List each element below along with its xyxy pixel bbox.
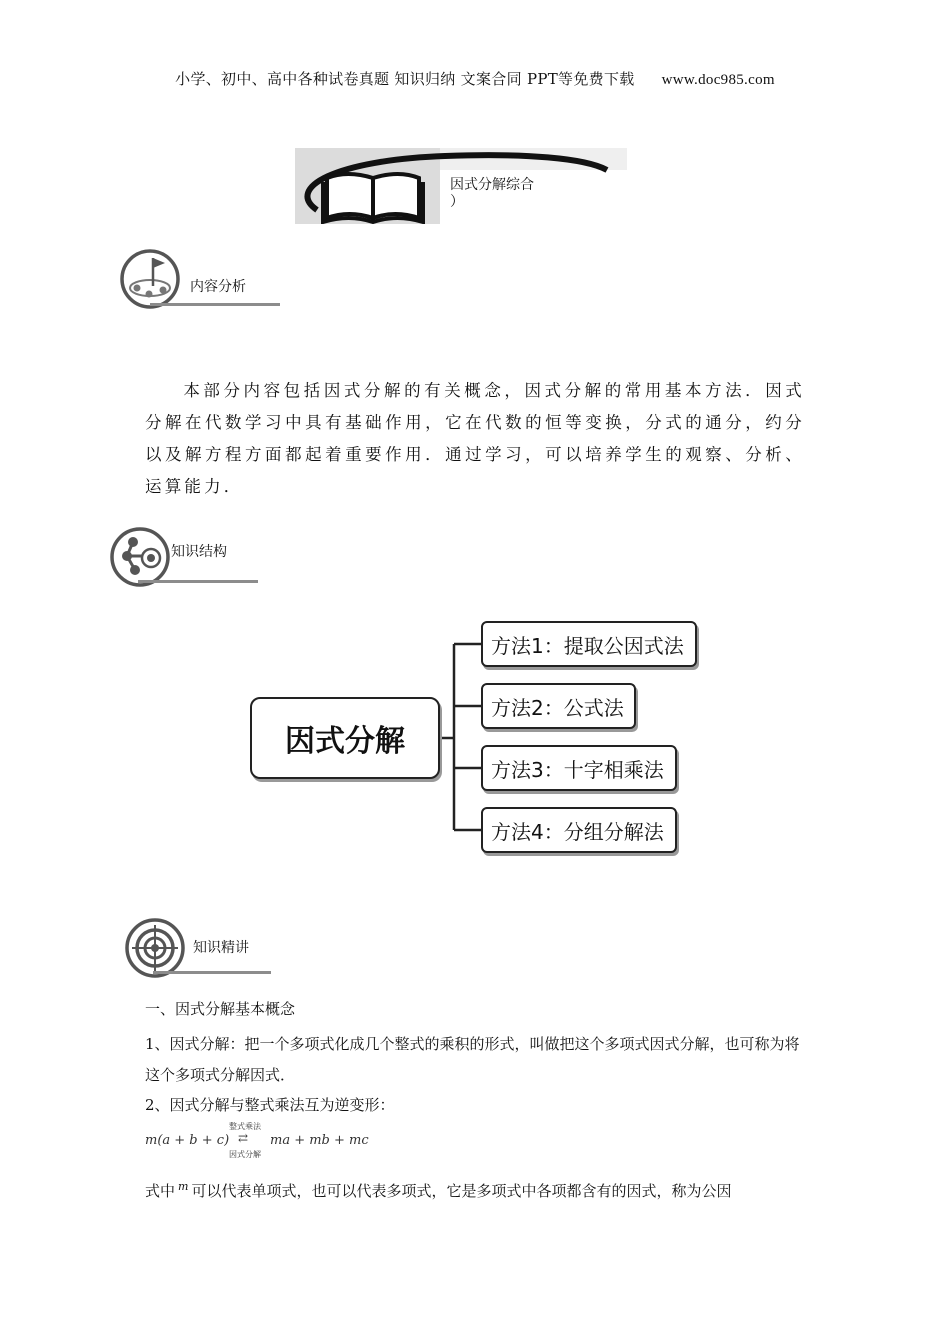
section-title-knowledge-lecture: 知识精讲 [193, 940, 249, 956]
formula-arrow-top: 整式乘法 [229, 1122, 261, 1131]
section-divider [150, 303, 280, 306]
page-header [0, 68, 950, 89]
mindmap-node-method-4: 方法4：分组分解法 [481, 807, 677, 853]
lecture-heading: 一、因式分解基本概念 [145, 1000, 296, 1018]
header-text: 小学、初中、高中各种试卷真题 知识归纳 文案合同 PPT等免费下载 [175, 70, 635, 88]
formula-arrow-bottom: 因式分解 [229, 1150, 261, 1159]
section-title-knowledge-structure: 知识结构 [171, 544, 227, 560]
intro-paragraph [145, 375, 805, 503]
p3-post: 可以代表单项式，也可以代表多项式，它是多项式中各项都含有的因式，称为公因 [191, 1182, 732, 1200]
book-icon [323, 174, 423, 222]
section-divider [138, 580, 258, 583]
formula-reversible [145, 1124, 445, 1160]
document-title [450, 177, 534, 211]
mindmap-node-method-1: 方法1：提取公因式法 [481, 621, 697, 667]
mindmap-node-method-2: 方法2：公式法 [481, 683, 636, 729]
document-title-text: 因式分解综合 [450, 177, 534, 193]
document-title-cont: ） [450, 194, 464, 210]
map-pin-icon [119, 248, 181, 310]
p3-pre: 式中 [145, 1182, 176, 1200]
lecture-paragraph-3 [145, 1176, 810, 1202]
intro-text: 本部分内容包括因式分解的有关概念，因式分解的常用基本方法．因式分解在代数学习中具有基础作用，它在代数的恒等变换，分式的通分，约分以及解方程方面都起着重要作用．通过学习，可以培养学生的观察、分析、运算能力． [145, 381, 805, 496]
mindmap-root: 因式分解 [250, 697, 440, 779]
section-title-content-analysis: 内容分析 [190, 279, 246, 295]
section-divider [153, 971, 271, 974]
header-url[interactable]: www.doc985.com [661, 72, 775, 88]
network-nodes-icon [109, 526, 171, 588]
formula-right: ma + mb + mc [270, 1133, 369, 1148]
lecture-paragraph-1: 1、因式分解：把一个多项式化成几个整式的乘积的形式，叫做把这个多项式因式分解，也可称为将这个多项式分解因式． [145, 1035, 800, 1084]
formula-left: m(a + b + c) [145, 1133, 230, 1148]
reversible-arrow-icon: ⇄ [238, 1131, 247, 1145]
p3-variable: m [178, 1180, 189, 1193]
mindmap-node-method-3: 方法3：十字相乘法 [481, 745, 677, 791]
lecture-paragraph-2: 2、因式分解与整式乘法互为逆变形： [145, 1096, 395, 1114]
target-icon [124, 917, 186, 979]
